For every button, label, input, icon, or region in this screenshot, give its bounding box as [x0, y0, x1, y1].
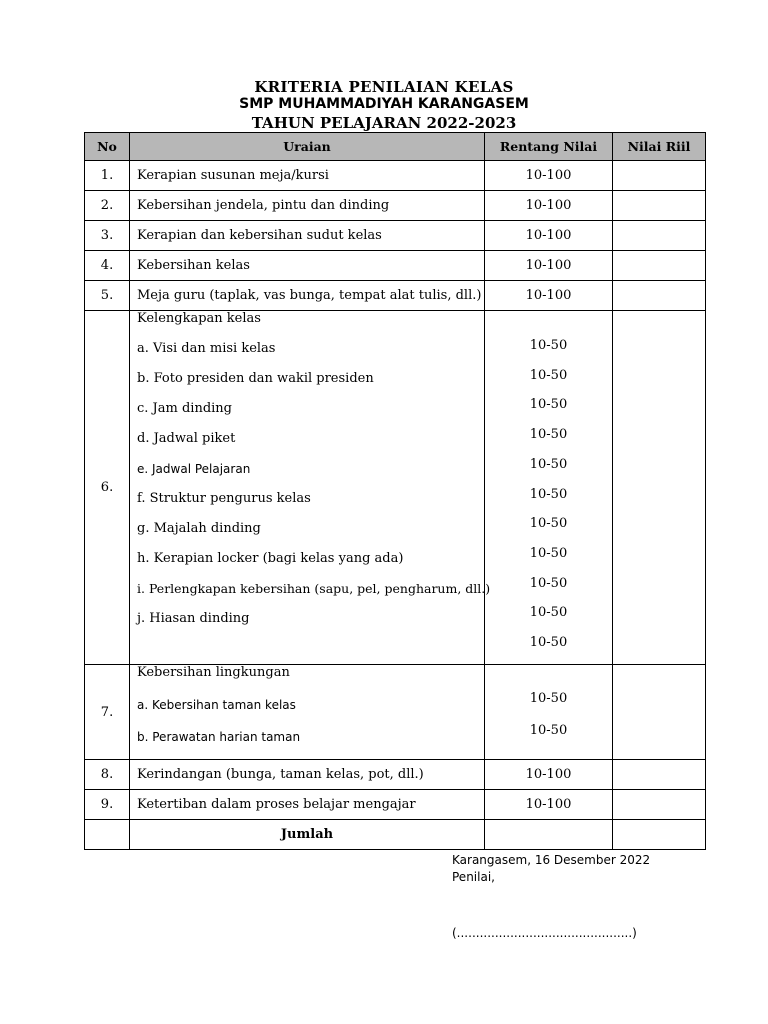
cell-uraian: Kebersihan kelas: [130, 251, 485, 281]
cell-nilai-input[interactable]: [613, 161, 706, 191]
list-item: g. Majalah dinding: [137, 521, 261, 536]
list-item: j. Hiasan dinding: [137, 611, 250, 626]
table-row: [85, 251, 706, 281]
table-row: [85, 161, 706, 191]
cell-rentang: 10-100: [485, 221, 613, 251]
cell-uraian-group: [130, 665, 485, 760]
range-value: 10-50: [529, 456, 568, 472]
signer-role: Penilai,: [452, 870, 495, 884]
cell-uraian: Meja guru (taplak, vas bunga, tempat alat tulis, dll.): [130, 281, 485, 311]
cell-no: 7.: [85, 665, 130, 760]
cell-uraian: Kerindangan (bunga, taman kelas, pot, dll.): [130, 760, 485, 790]
range-value: 10-50: [529, 367, 568, 383]
range-value: 10-50: [529, 545, 568, 561]
table-row-7: [85, 665, 706, 760]
list-item: a. Visi dan misi kelas: [137, 341, 276, 356]
list-item: f. Struktur pengurus kelas: [137, 491, 311, 506]
cell-uraian: Kerapian susunan meja/kursi: [130, 161, 485, 191]
range-value: 10-50: [529, 635, 568, 651]
cell-uraian: Ketertiban dalam proses belajar mengajar: [130, 790, 485, 820]
cell-rentang: 10-100: [485, 760, 613, 790]
group-heading: Kelengkapan kelas: [137, 311, 261, 326]
cell-no: 3.: [85, 221, 130, 251]
range-value: 10-50: [529, 516, 568, 532]
cell-rentang: 10-100: [485, 281, 613, 311]
table-row: [85, 760, 706, 790]
total-label: Jumlah: [130, 820, 485, 850]
cell-no: 4.: [85, 251, 130, 281]
table-row: [85, 191, 706, 221]
cell-nilai-input[interactable]: [613, 221, 706, 251]
school-year: TAHUN PELAJARAN 2022-2023: [251, 114, 517, 132]
cell-no: 2.: [85, 191, 130, 221]
total-row: [85, 820, 706, 850]
cell-nilai-input[interactable]: [613, 191, 706, 221]
cell-nilai-input[interactable]: [613, 281, 706, 311]
cell-rentang: 10-100: [485, 790, 613, 820]
doc-title: KRITERIA PENILAIAN KELAS: [254, 78, 514, 96]
range-value: 10-50: [529, 427, 568, 443]
school-name: SMP MUHAMMADIYAH KARANGASEM: [239, 96, 529, 112]
list-item: i. Perlengkapan kebersihan (sapu, pel, pengharum, dll.): [137, 581, 491, 596]
cell-rentang-group: [485, 311, 613, 665]
cell-empty: [485, 820, 613, 850]
criteria-table: [84, 132, 706, 850]
cell-nilai-input[interactable]: [613, 311, 706, 665]
table-row: [85, 790, 706, 820]
cell-rentang-group: [485, 665, 613, 760]
cell-total-input[interactable]: [613, 820, 706, 850]
cell-rentang: 10-100: [485, 161, 613, 191]
col-header-nilai: Nilai Riil: [613, 133, 706, 161]
range-value: 10-50: [529, 723, 568, 738]
cell-no: 5.: [85, 281, 130, 311]
list-item: d. Jadwal piket: [137, 431, 236, 446]
list-item: b. Foto presiden dan wakil presiden: [137, 371, 374, 386]
table-row: [85, 281, 706, 311]
cell-uraian: Kerapian dan kebersihan sudut kelas: [130, 221, 485, 251]
list-item: a. Kebersihan taman kelas: [137, 698, 296, 712]
range-value: 10-50: [529, 397, 568, 413]
cell-nilai-input[interactable]: [613, 760, 706, 790]
cell-uraian-group: [130, 311, 491, 665]
range-value: 10-50: [529, 338, 568, 353]
table-header-row: [85, 133, 706, 161]
table-row-6: [85, 311, 706, 665]
cell-uraian: Kebersihan jendela, pintu dan dinding: [130, 191, 485, 221]
cell-empty: [85, 820, 130, 850]
range-value: 10-50: [529, 486, 568, 502]
cell-nilai-input[interactable]: [613, 790, 706, 820]
col-header-rentang: Rentang Nilai: [485, 133, 613, 161]
range-value: 10-50: [529, 691, 568, 706]
group-heading: Kebersihan lingkungan: [137, 665, 290, 680]
cell-rentang: 10-100: [485, 251, 613, 281]
cell-no: 8.: [85, 760, 130, 790]
cell-rentang: 10-100: [485, 191, 613, 221]
place-date: Karangasem, 16 Desember 2022: [452, 853, 651, 867]
list-item: h. Kerapian locker (bagi kelas yang ada): [137, 551, 404, 566]
range-value: 10-50: [529, 575, 568, 591]
signature-blank: (..............................................): [452, 926, 637, 940]
cell-no: 1.: [85, 161, 130, 191]
range-value: 10-50: [529, 605, 568, 621]
col-header-uraian: Uraian: [130, 133, 485, 161]
cell-nilai-input[interactable]: [613, 665, 706, 760]
cell-nilai-input[interactable]: [613, 251, 706, 281]
list-item: e. Jadwal Pelajaran: [137, 462, 251, 476]
cell-no: 9.: [85, 790, 130, 820]
table-row: [85, 221, 706, 251]
cell-no: 6.: [85, 311, 130, 665]
col-header-no: No: [85, 133, 130, 161]
list-item: b. Perawatan harian taman: [137, 730, 301, 744]
list-item: c. Jam dinding: [137, 401, 232, 416]
